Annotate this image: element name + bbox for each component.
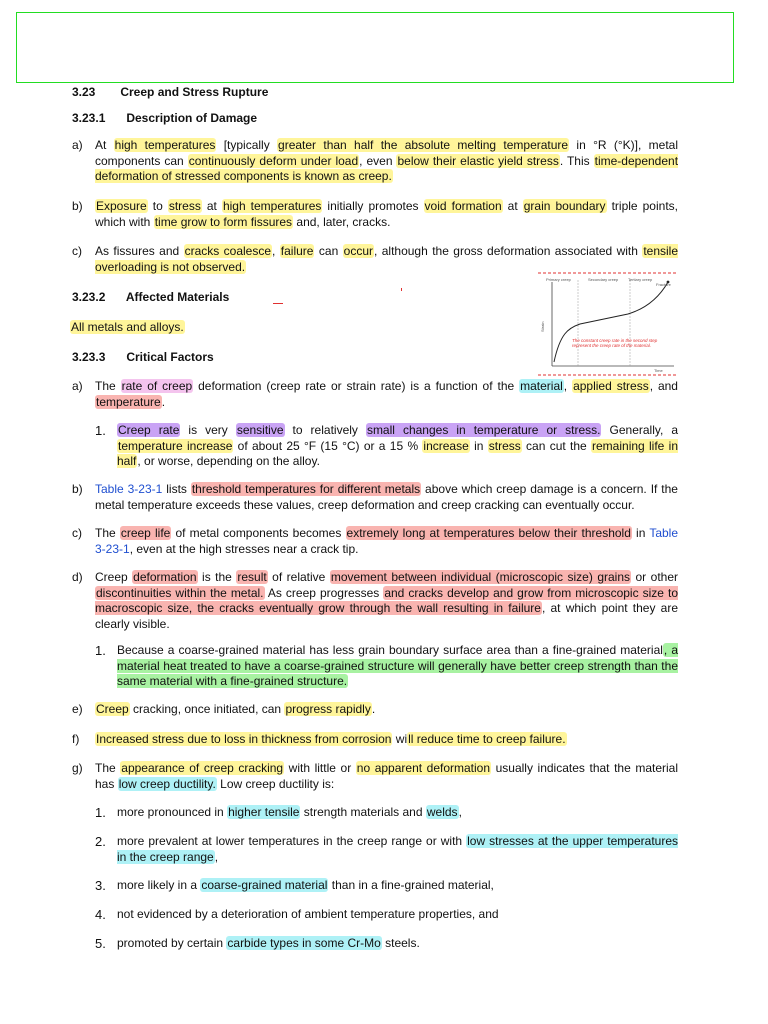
description-heading: 3.23.1 Description of Damage [72,111,258,125]
highlighted-text: high temperatures [114,138,216,152]
highlighted-text: no apparent deformation [356,761,491,775]
critical-item-g-4: 4. not evidenced by a deterioration of ambient temperature properties, and [95,907,499,922]
body-text: more likely in a [117,878,201,892]
highlighted-text: progress rapidly [285,702,371,716]
highlighted-text: stress [488,438,521,453]
body-text: with little or [284,761,356,775]
body-text: in [469,438,488,453]
body-text: . [161,394,166,409]
body-text: , even at the high stresses near a crack tip. [129,541,359,556]
highlighted-text: carbide types in some Cr-Mo [227,936,381,950]
body-text: , [563,379,573,393]
body-text: Low creep ductility is: [216,776,335,791]
critical-item-g-3: 3. more likely in a coarse-grained material than in a fine-grained material, [95,878,494,893]
highlighted-text: remaining life in half [117,438,679,468]
highlighted-text: extremely long at temperatures below their threshold [346,526,631,540]
body-text: above which creep damage is a concern. If the metal temperature exceeds these values, creep deformation and creep cracking can eventually occur. [95,482,678,512]
table-reference-link[interactable]: Table 3-23-1 [95,526,678,556]
page-header-frame [16,12,734,83]
highlighted-text: small changes in temperature or stress. [366,423,601,437]
body-text: , even [359,153,397,168]
highlighted-text: coarse-grained material [201,878,328,892]
body-text: , and [649,379,678,393]
highlighted-text: creep life [120,526,171,540]
highlighted-text: greater than half the absolute melting temperature [278,138,569,152]
highlighted-text: Creep rate [118,423,180,437]
creep-curve-figure [538,272,678,376]
body-text: more prevalent at lower temperatures in the creep range or with [117,834,467,848]
stage-label-primary: Primary creep [546,277,571,282]
body-text: wi [392,732,408,746]
description-item-c: c) As fissures and cracks coalesce, failure can occur, although the gross deformation associated with tensile overloading is not observed. [72,244,679,274]
body-text: or other [631,570,678,584]
body-text: , although the gross deformation associated with [374,244,643,258]
body-text: , at which point they are clearly visible. [95,601,678,631]
body-text: . This [559,153,594,168]
highlighted-text: higher tensile [228,805,300,819]
body-text: cracking, once initiated, can [129,702,285,716]
highlighted-text: and cracks develop and grow from microscopic size to macroscopic size, the cracks eventually grow through the wall resulting in failure [95,585,678,615]
body-text: initially promotes [322,199,424,213]
highlighted-text: continuously deform under load [188,153,359,168]
critical-item-f: f) Increased stress due to loss in thickness from corrosion will reduce time to creep failure. [72,732,566,746]
body-text: lists [162,482,191,496]
highlighted-text: result [237,570,267,584]
body-text: Generally, a [601,423,679,437]
highlighted-text: increase [423,438,469,453]
body-text: Because a coarse-grained material has less grain boundary surface area than a fine-grained material [117,643,663,657]
highlighted-text: cracks coalesce [184,244,272,258]
body-text: deformation (creep rate or strain rate) is a function of the [193,379,520,393]
highlighted-text: movement between individual (microscopic size) grains [330,570,631,584]
highlighted-text: deformation [133,570,197,584]
body-text: Creep [95,570,133,584]
body-text: of metal components becomes [171,526,346,540]
highlighted-text: grain boundary [523,199,606,213]
affected-heading: 3.23.2 Affected Materials [72,290,230,304]
highlighted-text: failure [280,244,314,258]
critical-item-g: g) The appearance of creep cracking with little or no apparent deformation usually indicates that the material has low creep ductility. Low creep ductility is: [72,761,679,791]
highlighted-text: appearance of creep cracking [121,761,284,775]
critical-heading: 3.23.3 Critical Factors [72,350,214,364]
body-text: , [272,244,280,258]
highlighted-text: time grow to form fissures [154,214,293,229]
critical-item-b: b) Table 3-23-1 lists threshold temperatures for different metals above which creep damage is a concern. If the metal temperature exceeds these values, creep deformation and creep cracking can eventually occur. [72,482,678,512]
time-axis-label: Time [654,368,663,373]
critical-item-c: c) The creep life of metal components becomes extremely long at temperatures below their threshold in Table 3-23-1, even at the high stresses near a crack tip. [72,526,678,556]
highlighted-text: , a material heat treated to have a coarse-grained structure will generally have better creep strength than the same material with a fine-grained structure. [117,643,679,688]
critical-item-a-1: 1. Creep rate is very sensitive to relatively small changes in temperature or stress. Generally, a temperature increase of about 25 °F (15 °C) or a 15 % increase in stress can cut the remaining life in half, or worse, depending on the alloy. [95,423,679,468]
highlighted-text: high temperatures [222,199,322,213]
highlighted-text: temperature increase [118,438,233,453]
body-text: , [214,849,219,864]
body-text: more pronounced in [117,805,228,819]
body-text: usually indicates that the material has [95,761,679,791]
body-text: and, later, cracks. [293,214,391,229]
body-text: triple points, which with [95,199,678,229]
body-text: , [458,805,462,819]
stage-label-secondary: Secondary creep [588,277,619,282]
highlighted-text: sensitive [236,423,284,437]
critical-item-d-1: 1. Because a coarse-grained material has less grain boundary surface area than a fine-grained material, a material heat treated to have a coarse-grained structure will generally have better creep strength than the same material with a fine-grained structure. [95,643,679,688]
body-text: can cut the [521,438,592,453]
section-heading: 3.23 Creep and Stress Rupture [72,85,269,99]
body-text: to [147,199,168,213]
table-reference-link[interactable]: Table 3-23-1 [95,482,163,496]
body-text: The [95,761,121,775]
critical-item-g-5: 5. promoted by certain carbide types in some Cr-Mo steels. [95,936,420,951]
red-tick [401,288,402,291]
body-text: in [631,526,650,540]
body-text: promoted by certain [117,936,227,950]
stage-label-fracture: Fracture [656,282,671,287]
creep-curve-graphic [538,272,678,376]
highlighted-text: Exposure [96,199,147,213]
highlighted-text: low stresses at the upper temperatures in the creep range [117,834,678,864]
highlighted-text: time-dependent deformation of stressed components is known as creep. [95,153,679,183]
highlighted-text: Creep [96,702,129,716]
highlighted-text: low creep ductility. [118,776,216,791]
critical-item-e: e) Creep cracking, once initiated, can progress rapidly. [72,702,376,716]
figure-caption: The constant creep rate in the second step represent the creep rate of the material. [572,338,658,349]
body-text: to relatively [284,423,366,437]
critical-item-g-2: 2. more prevalent at lower temperatures in the creep range or with low stresses at the upper temperatures in the creep range, [95,834,678,864]
critical-item-a: a) The rate of creep deformation (creep rate or strain rate) is a function of the material, applied stress, and temperature. [72,379,678,409]
affected-text: All metals and alloys. [71,320,184,334]
highlighted-text: temperature [96,394,161,409]
highlighted-text: ll reduce time to creep failure. [408,732,566,746]
critical-item-d: d) Creep deformation is the result of relative movement between individual (microscopic size) grains or other discontinuities within the metal. As creep progresses and cracks develop and grow from microscopic size to macroscopic size, the cracks eventually grow through the wall resulting in failure, at which point they are clearly visible. [72,570,678,631]
highlighted-text: rate of creep [121,379,193,393]
red-mark [273,303,283,304]
body-text: of relative [267,570,330,584]
stage-label-tertiary: Tertiary creep [628,277,653,282]
body-text: in °R (°K)], metal components can [95,138,678,168]
body-text: As creep progresses [264,585,384,600]
body-text: strength materials and [300,805,426,819]
highlighted-text: void formation [424,199,502,213]
highlighted-text: applied stress [573,379,649,393]
highlighted-text: occur [343,244,373,258]
highlighted-text: threshold temperatures for different metals [191,482,421,496]
body-text: [typically [216,138,278,152]
body-text: The [95,379,121,393]
strain-axis-label: Strain [540,321,545,332]
body-text: can [314,244,343,258]
body-text: As fissures and [95,244,184,258]
highlighted-text: welds [426,805,458,819]
body-text: The [95,526,120,540]
body-text: . [371,702,376,716]
highlighted-text: material [520,379,563,393]
body-text: of about 25 °F (15 °C) or a 15 % [233,438,423,453]
highlighted-text: tensile overloading is not observed. [95,244,679,274]
body-text: , or worse, depending on the alloy. [137,454,320,468]
body-text: at [201,199,222,213]
critical-item-g-1: 1. more pronounced in higher tensile strength materials and welds, [95,805,462,820]
body-text: steels. [381,936,420,950]
body-text: is the [197,570,237,584]
body-text: not evidenced by a deterioration of ambient temperature properties, and [117,907,499,921]
highlighted-text: discontinuities within the metal. [96,585,264,600]
description-item-a: a) At high temperatures [typically greater than half the absolute melting temperature in °R (°K)], metal components can continuously deform under load, even below their elastic yield stress. This time-dependent deformation of stressed components is known as creep. [72,138,679,183]
description-item-b: b) Exposure to stress at high temperatures initially promotes void formation at grain boundary triple points, which with time grow to form fissures and, later, cracks. [72,199,678,229]
highlighted-text: below their elastic yield stress [397,153,559,168]
body-text: At [95,138,114,152]
body-text: is very [180,423,236,437]
highlighted-text: stress [168,199,201,213]
body-text: than in a fine-grained material, [328,878,494,892]
body-text: at [502,199,523,213]
highlighted-text: Increased stress due to loss in thickness from corrosion [96,732,392,746]
